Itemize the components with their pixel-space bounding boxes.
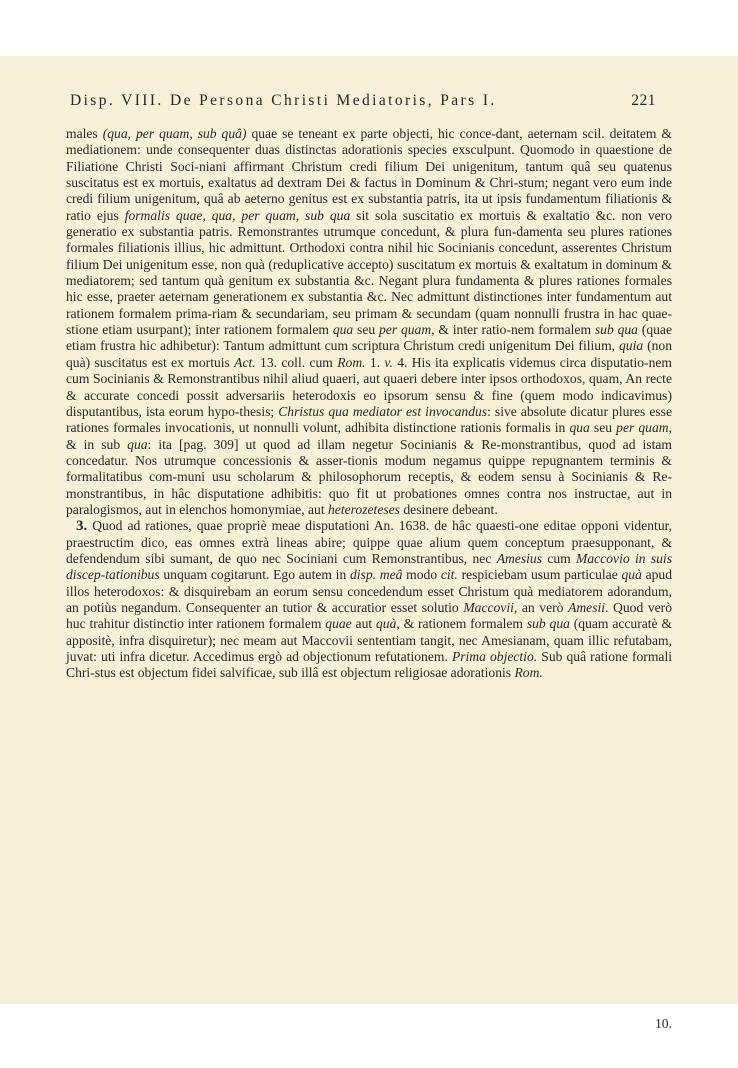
book-page (0, 56, 738, 1031)
body-text (66, 126, 672, 682)
paragraph-1: males (qua, per quam, sub quâ) quae se teneant ex parte objecti, hic conce-dant, aeternam scil. deitatem & mediationem: unde consequenter duas distinctas adorationis species exsculpunt. Quomodo in quaestione de Filiatione Christi Soci-niani affirmant Christum credi filium Dei unigenitum, tantum quâ seu quatenus suscitatus est ex mortuis, exaltatus ad dextram Dei & factus in Dominum & Chri-stum; negant vero eum inde credi filium unigenitum, quâ ab aeterno genitus est ex substantia patris, ita ut ipsis fundamentum filiationis & ratio ejus formalis quae, qua, per quam, sub qua sit sola suscitatio ex mortuis & exaltatio &c. non vero generatio ex substantia patris. Remonstrantes utrumque concedunt, & plura fun-damenta seu plures rationes formales filiationis illius, hic admittunt. Orthodoxi contra nihil hic Socinianis concedunt, asserentes Christum filium Dei unigenitum esse, non quà (reduplicative accepto) suscitatum ex mortuis & exaltatum in dominum & mediatorem; sed tantum quà genitum ex substantia &c. Negant plura fundamenta & plures rationes formales hic esse, praeter aeternam generationem ex substantia &c. Nec admittunt distinctiones inter fundamentum aut rationem formalem prima-riam & secundariam, seu primam & secundam (quam nonnulli frustra in hac quae-stione etiam usurpant); inter rationem formalem qua seu per quam, & inter ratio-nem formalem sub qua (quae etiam frustra hic adhibetur): Tantum admittunt cum scriptura Christum credi unigenitum Dei filium, quia (non quà) suscitatus est ex mortuis Act. 13. coll. cum Rom. 1. v. 4. His ita explicatis videmus circa disputatio-nem cum Socinianis & Remonstrantibus nihil aliud quaeri, aut quaeri debere inter ipsos orthodoxos, quam, An recte & accurate concedi possit adversariis heterodoxis eo ipsorum sensu & fine (quem modo indicavimus) disputantibus, ista eorum hypo-thesis; Christus qua mediator est invocandus: sive absolute dicatur plures esse rationes formales invocationis, ut nonnulli volunt, adhibita distinctione rationis formalis in qua seu per quam, & in sub qua: ita [pag. 309] ut quod ad illam negetur Socinianis & Re-monstrantibus, quod ad istam concedatur. Nos utrumque concessionis & asser-tionis modum negamus quippe repugnantem terminis & formalitatibus com-muni usu scholarum & philosophorum receptis, & eodem sensu à Socinianis & Re-monstrantibus, in hâc disputatione adhibitis: quo fit ut probationes omnes contra nos instructae, aut in paralogismos, aut in elenchos homonymiae, aut heterozeteses desinere debeant. (66, 126, 672, 517)
paragraph-2: 3. Quod ad rationes, quae propriè meae disputationi An. 1638. de hâc quaesti-one editae opponi videntur, praestructim dico, eas omnes extrà lineas abire; quippe quae alium quem conceptum praesupponant, & defendendum sibi sumant, de quo nec Sociniani cum Remonstrantibus, nec Amesius cum Maccovio in suis discep-tationibus unquam cogitarunt. Ego autem in disp. meâ modo cit. respiciebam usum particulae quà apud illos heterodoxos: & disquirebam an eorum sensu concedendum esset Christum quà mediatorem adorandum, an potiùs negandum. Consequenter an tutior & accuratior esset solutio Maccovii, an verò Amesii. Quod verò huc trahitur distinctio inter rationem formalem quae aut quà, & rationem formalem sub qua (quam accuratè & appositè, infra disquiretur); nec meam aut Maccovii sententiam tangit, nec Amesianam, quam illic refutabam, juvat: uti infra dicetur. Accedimus ergò ad objectionum refutationem. Prima objectio. Sub quâ ratione formali Chri-stus est objectum fidei salvificae, sub illâ est objectum religiosae adorationis Rom. (66, 518, 673, 681)
page-number: 221 (631, 92, 656, 109)
section-number: 3. (76, 518, 88, 535)
running-header (70, 92, 656, 112)
catchword: 10. (655, 1016, 672, 1031)
running-title: Disp. VIII. De Persona Christi Mediatoris, Pars I. (70, 92, 497, 109)
